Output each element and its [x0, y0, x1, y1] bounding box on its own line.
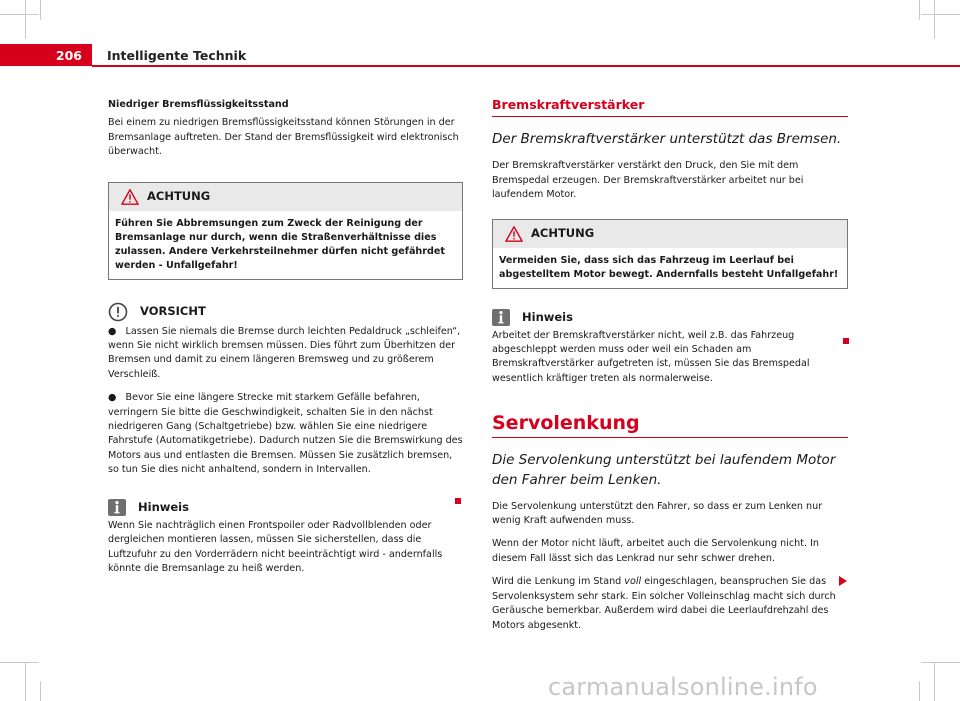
- note-header: [108, 499, 463, 516]
- crop-mark: [25, 662, 26, 701]
- booster-text: Der Bremskraftverstärker verstärkt den Druck, den Sie mit dem Bremspedal erzeugen. Der Bremskraftverstärker arbeitet nur bei laufendem Motor.: [492, 160, 804, 201]
- note-text: Arbeitet der Bremskraftverstärker nicht, weil z.B. das Fahrzeug abgeschleppt werden muss oder weil ein Schaden am Bremskraftverstärker aufgetreten ist, müssen Sie das Bremspedal wesentlich kräftiger treten als normalerweise.: [492, 329, 810, 384]
- warning-text: Führen Sie Abbremsungen zum Zweck der Reinigung der Bremsanlage nur durch, wenn die Straßenverhältnisse dies zulassen. Andere Verkehrsteilnehmer dürfen nicht gefährdet werden - Unfallgefahr!: [115, 217, 445, 271]
- crop-mark: [25, 0, 26, 39]
- warning-header: [109, 183, 462, 211]
- caution-item: [108, 325, 463, 383]
- warning-header: [493, 220, 847, 248]
- section-end-mark: [455, 498, 461, 504]
- warning-label: ACHTUNG: [531, 226, 595, 241]
- page-number: 206: [0, 44, 92, 66]
- crop-mark: [934, 0, 935, 39]
- warning-triangle-icon: [505, 225, 523, 243]
- note-text: Wenn Sie nachträglich einen Frontspoiler oder Radvollblenden oder dergleichen montieren lassen, müssen Sie sicherstellen, dass die Luftzufuhr zu den Vorderrädern nicht beeinträchtigt wird - andernfalls könnte die Bremsanlage zu heiß werden.: [108, 519, 443, 574]
- page-header-title: Intelligente Technik: [107, 48, 247, 63]
- note-header: [492, 309, 848, 326]
- steering-p3-end: eingeschlagen, beanspruchen Sie das Servolenksystem sehr stark. Ein solcher Volleinschlag macht sich durch Geräusche bemerkbar. Außerdem wird dabei die Leerlaufdrehzahl des Motors abgesenkt.: [492, 576, 836, 631]
- section-end-mark: [843, 338, 849, 344]
- steering-p1: Die Servolenkung unterstützt den Fahrer, so dass er zum Lenken nur wenig Kraft aufwenden muss.: [492, 500, 823, 527]
- info-note-icon: [108, 499, 126, 516]
- header-rule: [92, 65, 960, 67]
- steering-p2: Wenn der Motor nicht läuft, arbeitet auch die Servolenkung nicht. In diesem Fall lässt sich das Lenkrad nur sehr schwer drehen.: [492, 538, 819, 564]
- caution-item-text: Lassen Sie niemals die Bremse durch leichten Pedaldruck „schleifen“, wenn Sie nicht wirklich bremsen müssen. Dies führt zum Überhitzen der Bremsen und damit zu einem längeren Bremsweg und zu größerem Verschleiß.: [108, 325, 461, 380]
- left-column: [108, 98, 463, 585]
- crop-mark: [921, 14, 960, 15]
- warning-box: [108, 182, 463, 280]
- brake-fluid-heading: Niedriger Bremsflüssigkeitsstand: [108, 99, 289, 110]
- right-column: [492, 98, 848, 642]
- warning-label: ACHTUNG: [147, 189, 211, 204]
- crop-mark: [40, 681, 41, 701]
- steering-p3-start: Wird die Lenkung im Stand: [492, 576, 625, 588]
- steering-title: Servolenkung: [492, 416, 848, 437]
- watermark: carmanualsonline.info: [548, 673, 818, 701]
- info-note-icon: [492, 309, 510, 326]
- steering-lead: Die Servolenkung unterstützt bei laufendem Motor den Fahrer beim Lenken.: [492, 451, 836, 488]
- crop-mark: [40, 0, 41, 20]
- caution-exclamation-icon: [108, 302, 128, 322]
- crop-mark: [934, 662, 935, 701]
- booster-title: Bremskraftverstärker: [492, 98, 848, 117]
- caution-item-text: Bevor Sie eine längere Strecke mit starkem Gefälle befahren, verringern Sie bitte die Geschwindigkeit, schalten Sie in den nächst niedrigeren Gang (Schaltgetriebe) bzw. wählen Sie eine niedrigere Fahrstufe (Automatikgetriebe). Dadurch nutzen Sie die Bremswirkung des Motors aus und entlasten die Bremsen. Müssen Sie zusätzlich bremsen, so tun Sie dies nicht anhaltend, sondern in Intervallen.: [108, 392, 463, 476]
- bullet-glyph: ●: [108, 325, 117, 337]
- note-label: Hinweis: [138, 499, 189, 514]
- continue-arrow-icon: [839, 576, 847, 586]
- note-label: Hinweis: [522, 309, 573, 324]
- crop-mark: [919, 0, 920, 20]
- caution-item: [108, 391, 463, 477]
- steering-p3: [492, 575, 848, 633]
- brake-fluid-text: Bei einem zu niedrigen Bremsflüssigkeitsstand können Störungen in der Bremsanlage auftreten. Der Stand der Bremsflüssigkeit wird elektronisch überwacht.: [108, 117, 459, 158]
- bullet-glyph: ●: [108, 392, 117, 404]
- crop-mark: [919, 681, 920, 701]
- booster-lead: Der Bremskraftverstärker unterstützt das Bremsen.: [492, 131, 842, 148]
- crop-mark: [0, 662, 39, 663]
- caution-label: VORSICHT: [140, 304, 206, 319]
- steering-p3-italic: voll: [624, 576, 642, 588]
- crop-mark: [0, 14, 39, 15]
- caution-header: [108, 302, 463, 322]
- warning-triangle-icon: [121, 188, 139, 206]
- crop-mark: [921, 662, 960, 663]
- warning-text: Vermeiden Sie, dass sich das Fahrzeug im Leerlauf bei abgestelltem Motor bewegt. Andernfalls besteht Unfallgefahr!: [499, 254, 839, 280]
- warning-box: [492, 219, 848, 289]
